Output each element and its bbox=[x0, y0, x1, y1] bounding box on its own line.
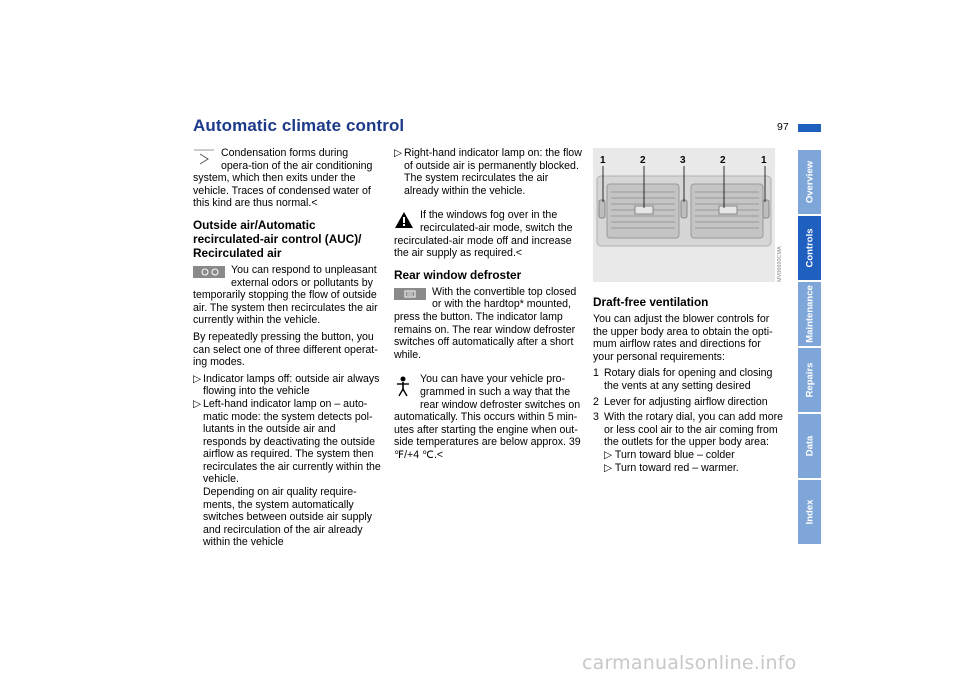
outside-air-intro bbox=[193, 264, 381, 327]
bullet-marker: ▷ bbox=[193, 397, 202, 410]
list-item bbox=[593, 411, 783, 474]
rear-defroster-button-icon bbox=[394, 288, 426, 304]
programming-note-text: You can have your vehicle pro-grammed in such a way that the rear window defroster switches on automatically. This occurs within 5 min-utes after starting the engine when out-side temperatures are below approx. 39 ℉/+4 ℃.< bbox=[394, 373, 581, 461]
rear-defroster-text: With the convertible top closed or with the hardtop* mounted, press the button. The indicator lamp remains on. The rear window defroster switches off automatically after a short while. bbox=[394, 285, 577, 361]
operating-modes-list-continued bbox=[394, 147, 582, 197]
list-item bbox=[593, 396, 783, 409]
section-heading-draft-free: Draft-free ventilation bbox=[593, 295, 709, 309]
air-vent-figure bbox=[593, 148, 775, 282]
sub-list-item bbox=[604, 462, 783, 475]
page-title: Automatic climate control bbox=[193, 116, 405, 135]
tab-label: Data bbox=[804, 435, 815, 457]
sub-list-item bbox=[604, 449, 783, 462]
list-item-text: Indicator lamps off: outside air always flowing into the vehicle bbox=[203, 372, 380, 398]
page-number: 97 bbox=[777, 121, 789, 133]
bullet-marker: ▷ bbox=[394, 147, 403, 159]
operating-modes-list bbox=[193, 373, 381, 549]
draft-free-intro: You can adjust the blower controls for the upper body area to obtain the opti-mum airflow rates and directions for your personal requirements: bbox=[593, 313, 773, 363]
section-heading-rear-defroster: Rear window defroster bbox=[394, 267, 522, 282]
column-1 bbox=[193, 147, 381, 552]
list-item-text-continued: Depending on air quality require-ments, the system automatically switches between outside air supply and recirculation of the air already within the vehicle bbox=[203, 486, 373, 549]
tab-label: Index bbox=[804, 499, 815, 525]
recirculation-button-icon bbox=[193, 266, 225, 282]
section-heading-outside-air: Outside air/Automatic recirculated-air control (AUC)/ Recirculated air bbox=[193, 217, 362, 260]
list-item-text: Lever for adjusting airflow direction bbox=[604, 395, 768, 408]
list-item-text: Right-hand indicator lamp on: the flow of outside air is permanently blocked. The system recirculates the air already within the vehicle. bbox=[404, 147, 582, 197]
bullet-marker: ▷ bbox=[604, 448, 615, 461]
sub-list-item-text: Turn toward blue – colder bbox=[614, 448, 735, 461]
warning-triangle-icon bbox=[394, 211, 414, 233]
fog-warning-text: If the windows fog over in the recirculated-air mode, switch the recirculated-air mode off and increase the air supply as required.< bbox=[394, 209, 573, 260]
column-2 bbox=[394, 147, 582, 465]
tab-overview[interactable] bbox=[798, 150, 821, 214]
section-tabs bbox=[798, 150, 821, 546]
tab-controls[interactable] bbox=[798, 216, 821, 280]
condensation-note bbox=[193, 147, 381, 210]
list-number: 1 bbox=[593, 367, 599, 380]
tab-label: Overview bbox=[804, 160, 815, 204]
tab-label: Maintenance bbox=[804, 285, 815, 343]
tab-label: Controls bbox=[804, 228, 815, 268]
figure-code: MV06690CMA bbox=[777, 246, 783, 282]
list-item bbox=[394, 147, 582, 197]
note-triangle-icon bbox=[193, 149, 215, 171]
outside-air-intro-text: You can respond to unpleasant external odors or pollutants by temporarily stopping the flow of outside air. The system then recirculates the air currently within the vehicle. bbox=[193, 263, 378, 327]
condensation-note-text: Condensation forms during opera-tion of the air conditioning system, which then exits under the vehicle. Traces of condensed water of this kind are thus normal.< bbox=[193, 147, 373, 210]
callout-1-right: 1 bbox=[761, 155, 767, 166]
tab-data[interactable] bbox=[798, 414, 821, 478]
list-number: 3 bbox=[593, 411, 599, 424]
rear-defroster-text-block bbox=[394, 286, 582, 362]
operating-modes-text: By repeatedly pressing the button, you can select one of three different operat-ing modes. bbox=[193, 330, 378, 369]
air-vent-illustration bbox=[593, 148, 775, 282]
list-item-text: Left-hand indicator lamp on – auto-matic mode: the system detects pol-lutants in the outside air and responds by deactivating the outside airflow as required. The system then recirculates the air currently within the vehicle. bbox=[203, 397, 381, 486]
callout-3: 3 bbox=[680, 155, 686, 166]
sub-list-item-text: Turn toward red – warmer. bbox=[614, 461, 739, 474]
list-item bbox=[193, 398, 381, 549]
list-item-text: Rotary dials for opening and closing the vents at any setting desired bbox=[604, 367, 773, 392]
list-item-text: With the rotary dial, you can add more or less cool air to the air coming from the outlets for the upper body area: bbox=[604, 411, 784, 449]
vent-controls-list bbox=[593, 367, 783, 474]
person-service-icon bbox=[394, 375, 414, 401]
bullet-marker: ▷ bbox=[604, 461, 615, 474]
programming-note bbox=[394, 373, 582, 461]
list-number: 2 bbox=[593, 395, 599, 408]
tab-index[interactable] bbox=[798, 480, 821, 544]
list-item bbox=[593, 367, 783, 392]
callout-1-left: 1 bbox=[600, 155, 606, 166]
page-number-bar bbox=[798, 124, 821, 132]
bullet-marker: ▷ bbox=[193, 372, 202, 385]
list-item bbox=[193, 373, 381, 398]
tab-label: Repairs bbox=[804, 362, 815, 398]
callout-2-left: 2 bbox=[640, 155, 646, 166]
tab-maintenance[interactable] bbox=[798, 282, 821, 346]
watermark: carmanualsonline.info bbox=[582, 652, 797, 674]
fog-warning bbox=[394, 209, 582, 259]
column-3 bbox=[593, 295, 783, 477]
tab-repairs[interactable] bbox=[798, 348, 821, 412]
callout-2-right: 2 bbox=[720, 155, 726, 166]
